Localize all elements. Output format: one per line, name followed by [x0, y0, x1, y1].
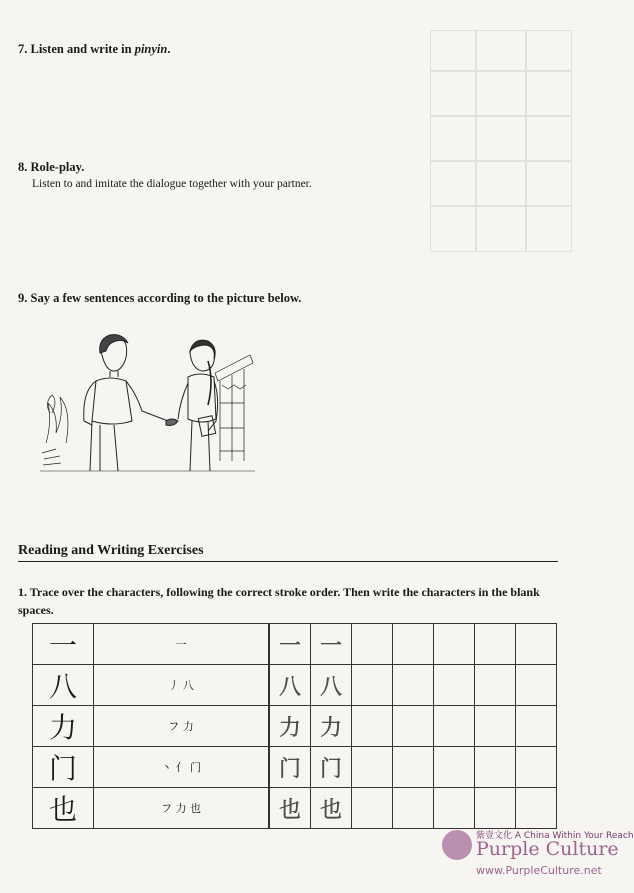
- handshake-illustration: [40, 333, 255, 475]
- watermark-tagline: 紫壹文化 A China Within Your Reach: [476, 831, 634, 841]
- blank-writing-cell[interactable]: [516, 747, 557, 788]
- table-row: [33, 624, 557, 665]
- table-row: [33, 747, 557, 788]
- exercise-8-heading: 8. Role-play.: [18, 160, 85, 174]
- building-illustration: [215, 355, 253, 461]
- blank-writing-cell[interactable]: [516, 665, 557, 706]
- blank-writing-cell[interactable]: [434, 747, 475, 788]
- blank-writing-cell[interactable]: [393, 747, 434, 788]
- blank-writing-cell[interactable]: [393, 665, 434, 706]
- trace-character[interactable]: 力: [269, 706, 311, 747]
- blank-writing-cell[interactable]: [393, 788, 434, 829]
- trace-character[interactable]: 门: [311, 747, 352, 788]
- watermark-brand: Purple Culture: [476, 838, 619, 860]
- section-title: Reading and Writing Exercises: [18, 543, 204, 558]
- table-row: [33, 706, 557, 747]
- bleed-through-shadow: [430, 30, 570, 250]
- exercise-7-number: 7.: [18, 42, 28, 56]
- stroke-order: フ 力: [94, 706, 270, 747]
- model-character: 门: [33, 747, 94, 788]
- man-figure: [84, 335, 168, 471]
- blank-writing-cell[interactable]: [352, 624, 393, 665]
- blank-writing-cell[interactable]: [352, 747, 393, 788]
- stroke-order: 丿 八: [94, 665, 270, 706]
- trace-character[interactable]: 八: [269, 665, 311, 706]
- model-character: 也: [33, 788, 94, 829]
- stroke-order: 一: [94, 624, 270, 665]
- exercise-7-end: .: [167, 42, 171, 56]
- blank-writing-cell[interactable]: [516, 706, 557, 747]
- exercise-8-instruction: Listen to and imitate the dialogue together with your partner.: [32, 178, 312, 190]
- exercise-7-emphasis: pinyin: [134, 42, 168, 56]
- purple-culture-watermark: [440, 826, 634, 888]
- model-character: 一: [33, 624, 94, 665]
- blank-writing-cell[interactable]: [475, 665, 516, 706]
- stroke-order: 丶 亻 门: [94, 747, 270, 788]
- stroke-order: フ 力 也: [94, 788, 270, 829]
- blank-writing-cell[interactable]: [475, 706, 516, 747]
- blank-writing-cell[interactable]: [352, 665, 393, 706]
- task-1-instruction: 1. Trace over the characters, following the correct stroke order. Then write the characters in the blank spaces.: [18, 585, 540, 617]
- trace-character[interactable]: 力: [311, 706, 352, 747]
- blank-writing-cell[interactable]: [475, 624, 516, 665]
- character-practice-grid: [32, 623, 557, 829]
- model-character: 八: [33, 665, 94, 706]
- blank-writing-cell[interactable]: [516, 624, 557, 665]
- blank-writing-cell[interactable]: [475, 788, 516, 829]
- trace-character[interactable]: 也: [311, 788, 352, 829]
- blank-writing-cell[interactable]: [434, 665, 475, 706]
- seal-icon: [442, 830, 472, 860]
- trace-character[interactable]: 也: [269, 788, 311, 829]
- blank-writing-cell[interactable]: [393, 624, 434, 665]
- blank-writing-cell[interactable]: [352, 706, 393, 747]
- exercise-7-text: Listen and write in: [30, 42, 132, 56]
- trace-character[interactable]: 一: [269, 624, 311, 665]
- blank-writing-cell[interactable]: [475, 747, 516, 788]
- trace-character[interactable]: 一: [311, 624, 352, 665]
- exercise-9-heading: 9. Say a few sentences according to the picture below.: [18, 291, 302, 305]
- blank-writing-cell[interactable]: [393, 706, 434, 747]
- model-character: 力: [33, 706, 94, 747]
- section-divider: [18, 561, 558, 562]
- table-row: [33, 788, 557, 829]
- tree-illustration: [42, 395, 68, 465]
- blank-writing-cell[interactable]: [434, 706, 475, 747]
- blank-writing-cell[interactable]: [352, 788, 393, 829]
- blank-writing-cell[interactable]: [434, 788, 475, 829]
- trace-character[interactable]: 八: [311, 665, 352, 706]
- trace-character[interactable]: 门: [269, 747, 311, 788]
- woman-figure: [178, 340, 218, 471]
- blank-writing-cell[interactable]: [434, 624, 475, 665]
- table-row: [33, 665, 557, 706]
- exercise-7-heading: [18, 42, 170, 57]
- watermark-url: www.PurpleCulture.net: [476, 864, 602, 877]
- blank-writing-cell[interactable]: [516, 788, 557, 829]
